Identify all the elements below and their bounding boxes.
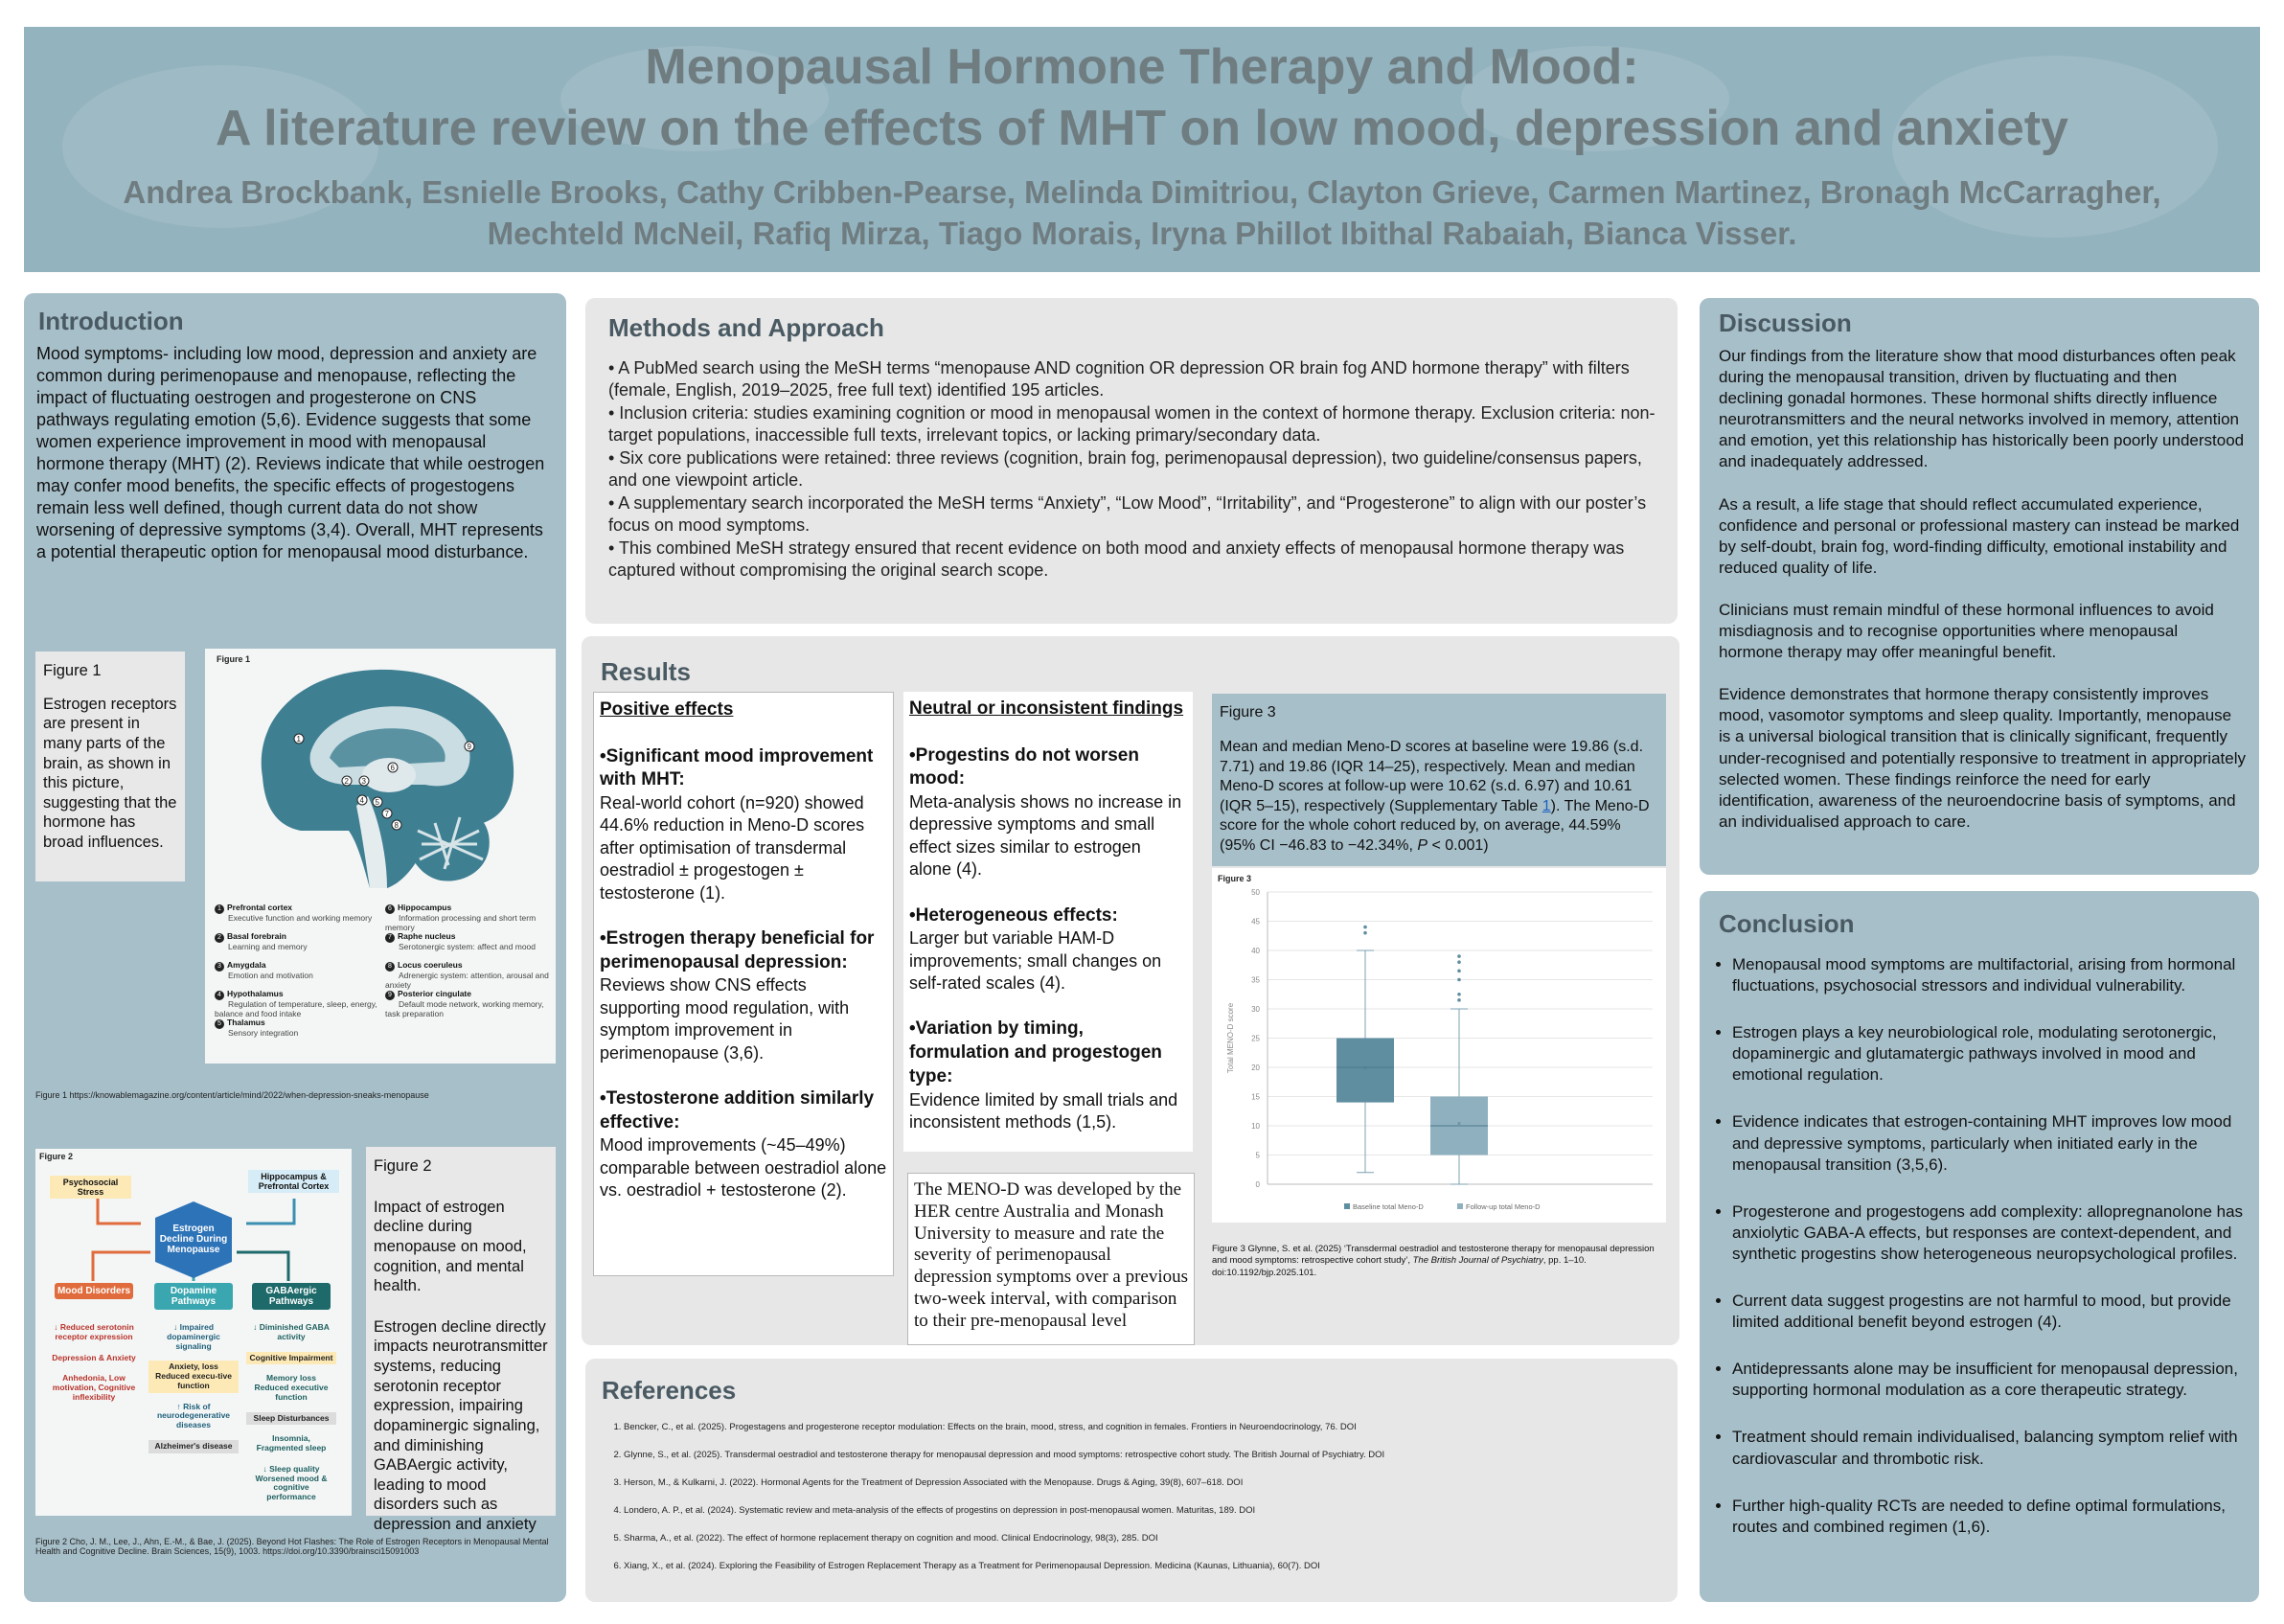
author-list: [81, 172, 2203, 255]
finding-text: Evidence limited by small trials and inconsistent methods (1,5).: [909, 1089, 1178, 1132]
results-panel: [582, 636, 1679, 1345]
figure2-flow-item: ↓ Impaired dopaminergic signaling: [167, 1322, 220, 1351]
psychosocial-stress-box: Psychosocial Stress: [50, 1176, 131, 1199]
reference-item: 4. Londero, A. P., et al. (2024). Systematic review and meta-analysis of the effects of progestins on depression in post-menopausal women. Maturitas, 189. DOI: [624, 1505, 1658, 1516]
legend-label: Follow-up total Meno-D: [1466, 1202, 1541, 1211]
outlier-point: [1457, 970, 1461, 973]
reference-item: 2. Glynne, S., et al. (2025). Transdermal oestradiol and testosterone therapy for menopausal depression and mood symptoms: retrospective cohort study. The British Journal of Psychiatry. DOI: [624, 1450, 1658, 1460]
gabaergic-pathways-box: GABAergic Pathways: [252, 1283, 331, 1310]
finding-text: Real-world cohort (n=920) showed 44.6% reduction in Meno-D scores after optimisation of transdermal oestradiol ± progestogen ± testosterone (1).: [600, 793, 865, 903]
outlier-point: [1457, 960, 1461, 964]
legend-label: Baseline total Meno-D: [1353, 1202, 1424, 1211]
legend-number: 5: [215, 1019, 224, 1029]
conclusion-item: • Menopausal mood symptoms are multifactorial, arising from hormonal fluctuations, psychosocial stressors and individual vulnerability.: [1732, 954, 2246, 996]
figure2-label: Figure 2: [374, 1157, 432, 1175]
legend-region-desc: Executive function and working memory: [228, 913, 373, 923]
conclusion-panel: [1700, 891, 2259, 1602]
svg-text:6: 6: [390, 764, 395, 772]
legend-number: 9: [385, 991, 395, 1000]
figure2-flow-item: Depression & Anxiety: [52, 1352, 136, 1362]
discussion-paragraph: Clinicians must remain mindful of these hormonal influences to avoid misdiagnosis and to recognise opportunities where menopausal hormone therapy may offer meaningful benefit.: [1719, 600, 2214, 662]
finding-text: Meta-analysis shows no increase in depressive symptoms and small effect sizes similar to estrogen alone (4).: [909, 792, 1182, 880]
brain-region-legend-item: [215, 932, 379, 952]
legend-number: 3: [215, 962, 224, 972]
brain-region-legend-item: [385, 903, 550, 933]
legend-region-name: Posterior cingulate: [398, 989, 471, 998]
outlier-point: [1363, 926, 1367, 929]
references-list: [585, 1422, 1658, 1589]
figure2-flow-item: ↓ Sleep quality Worsened mood & cognitive performance: [255, 1463, 328, 1502]
figure1-source: Figure 1 https://knowablemagazine.org/content/article/mind/2022/when-depression-sneaks-menopause: [35, 1090, 429, 1100]
methods-bullet: • Inclusion criteria: studies examining cognition or mood in menopausal women in the context of hormone therapy. Exclusion criteria: non-target populations, inaccessible full texts, irrelevant topics, or lacking primary/secondary data.: [608, 403, 1656, 446]
mood-disorders-column: [49, 1321, 139, 1412]
introduction-heading: Introduction: [38, 307, 184, 335]
finding-title: •Variation by timing, formulation and progestogen type:: [909, 1018, 1162, 1086]
figure3-chart-box: [1212, 868, 1666, 1223]
poster-title-line2: A literature review on the effects of MHT on low mood, depression and anxiety: [216, 101, 2068, 156]
figure2-source: Figure 2 Cho, J. M., Lee, J., Ahn, E.-M., & Bae, J. (2025). Beyond Hot Flashes: The Role of Estrogen Receptors in Menopausal Mental Health and Cognitive Decline. Brain Sciences, 15(9), 1003. https://doi.org/10.3390/brainsci15091003: [35, 1537, 549, 1556]
mean-marker: ×: [1363, 1065, 1368, 1072]
svg-text:2: 2: [344, 777, 349, 786]
brain-illustration: [243, 662, 521, 892]
legend-region-name: Hippocampus: [398, 903, 452, 912]
reference-item: 1. Bencker, C., et al. (2025). Progestagens and progesterone receptor modulation: Effects on the brain, mood, stress, and cognition in females. Frontiers in Neuroendocrinology, 76. DOI: [624, 1422, 1658, 1432]
finding-title: •Progestins do not worsen mood:: [909, 744, 1139, 789]
introduction-panel: [24, 293, 566, 1602]
figure2-flow-item: Cognitive Impairment: [246, 1352, 336, 1365]
svg-text:7: 7: [384, 810, 389, 818]
results-column-heading: Neutral or inconsistent findings: [909, 698, 1184, 719]
y-tick-label: 15: [1251, 1092, 1260, 1102]
methods-bullet: • Six core publications were retained: three reviews (cognition, brain fog, perimenopausal depression), two guideline/consensus papers, and one viewpoint article.: [608, 448, 1642, 491]
legend-region-desc: Learning and memory: [228, 942, 308, 951]
figure1-brain-image: [205, 649, 556, 1064]
box-plot: [1212, 868, 1666, 1223]
conclusion-item: • Further high-quality RCTs are needed to define optimal formulations, routes and combined regimen (1,6).: [1732, 1496, 2246, 1538]
outlier-point: [1457, 998, 1461, 1002]
legend-region-desc: Serotonergic system: affect and mood: [399, 942, 537, 951]
y-tick-label: 45: [1251, 917, 1260, 926]
methods-panel: [585, 298, 1678, 624]
finding-title: •Heterogeneous effects:: [909, 904, 1118, 926]
figure2-flow-item: Anhedonia, Low motivation, Cognitive inflexibility: [52, 1373, 136, 1402]
mean-marker: ×: [1457, 1120, 1462, 1128]
references-panel: [585, 1359, 1678, 1602]
figure2-flow-item: Insomnia, Fragmented sleep: [256, 1433, 327, 1453]
outlier-point: [1457, 954, 1461, 958]
y-tick-label: 35: [1251, 975, 1260, 985]
legend-region-name: Hypothalamus: [227, 989, 284, 998]
legend-region-name: Locus coeruleus: [398, 960, 463, 970]
authors-line2: Mechteld McNeil, Rafiq Mirza, Tiago Morais, Iryna Phillot Ibithal Rabaiah, Bianca Visser.: [487, 215, 1797, 251]
conclusion-item: • Treatment should remain individualised, balancing symptom relief with cardiovascular and thrombotic risk.: [1732, 1427, 2246, 1469]
results-column-heading: Positive effects: [600, 699, 734, 720]
finding-title: •Testosterone addition similarly effective:: [600, 1087, 875, 1132]
methods-bullet: • A supplementary search incorporated the MeSH terms “Anxiety”, “Low Mood”, “Irritability”, and “Progesterone” to align with our poster’s focus on mood symptoms.: [608, 493, 1647, 536]
figure2-flow-item: ↓ Reduced serotonin receptor expression: [54, 1322, 134, 1341]
reference-item: 6. Xiang, X., et al. (2024). Exploring the Feasibility of Estrogen Replacement Therapy as a Treatment for Perimenopausal Depression. Medicina (Kaunas, Lithuania), 60(7). DOI: [624, 1561, 1658, 1571]
introduction-text: Mood symptoms- including low mood, depression and anxiety are common during perimenopause and menopause, reflecting the impact of fluctuating oestrogen and progesterone on CNS pathways regulating emotion (5,6). Evidence suggests that some women experience improvement in mood with menopausal hormone therapy (MHT) (2). Reviews indicate that while oestrogen may confer mood benefits, the specific effects of progestogens remain less well defined, though current data do not show worsening of depressive symptoms (3,4). Overall, MHT represents a potential therapeutic option for menopausal mood disturbance.: [36, 344, 545, 562]
legend-number: 8: [385, 962, 395, 972]
brain-region-legend-item: [385, 932, 550, 952]
outlier-point: [1457, 978, 1461, 982]
legend-region-desc: Adrenergic system: attention, arousal and anxiety: [385, 971, 549, 990]
figure2-diagram: [35, 1149, 352, 1516]
methods-bullet: • A PubMed search using the MeSH terms “menopause AND cognition OR depression OR brain fog AND hormone therapy” with filters (female, English, 2019–2025, free full text) identified 195 articles.: [608, 358, 1630, 400]
finding-title: •Estrogen therapy beneficial for perimenopausal depression:: [600, 928, 875, 972]
brain-region-legend-item: [385, 990, 550, 1019]
y-tick-label: 0: [1255, 1180, 1260, 1189]
discussion-paragraph: Evidence demonstrates that hormone therapy consistently improves mood, vasomotor symptoms and sleep quality. Importantly, menopause is a universal biological transition that is clinically significant, frequently under-recognised and potentially responsive to treatment in appropriately selected women. These findings reinforce the need for early identification, awareness of the neuroendocrine basis of symptoms, and an individualised approach to care.: [1719, 685, 2246, 831]
discussion-heading: Discussion: [1719, 309, 1852, 337]
outlier-point: [1457, 993, 1461, 996]
figure2-flow-item: ↓ Diminished GABA activity: [253, 1322, 330, 1341]
figure3-source: Figure 3 Glynne, S. et al. (2025) ‘Transdermal oestradiol and testosterone therapy for menopausal depression and mood symptoms: retrospective cohort study’, The British Journal of Psychiatry, pp. 1–10. doi:10.1192/bjp.2025.101.: [1212, 1244, 1655, 1278]
conclusion-list: [1700, 954, 2246, 1564]
conclusion-item: • Estrogen plays a key neurobiological role, modulating serotonergic, dopaminergic and glutamatergic pathways involved in mood and emotional regulation.: [1732, 1022, 2246, 1086]
neutral-findings-column: [903, 692, 1193, 1152]
reference-item: 3. Herson, M., & Kulkarni, J. (2022). Hormonal Agents for the Treatment of Depression Associated with the Menopause. Drugs & Aging, 39(8), 607–618. DOI: [624, 1477, 1658, 1488]
y-tick-label: 50: [1251, 888, 1260, 897]
legend-region-name: Raphe nucleus: [398, 931, 456, 941]
brain-region-legend-item: [215, 961, 379, 981]
y-tick-label: 40: [1251, 947, 1260, 955]
supplementary-table-link[interactable]: 1: [1542, 797, 1551, 814]
outlier-point: [1363, 931, 1367, 935]
legend-region-name: Prefrontal cortex: [227, 903, 293, 912]
discussion-paragraph: Our findings from the literature show that mood disturbances often peak during the menopausal transition, driven by fluctuating and then declining gonadal hormones. These hormonal shifts directly influence neurotransmitters and the neural networks involved in memory, attention and emotion, yet this relationship has historically been poorly understood and inadequately addressed.: [1719, 347, 2245, 471]
legend-number: 4: [215, 991, 224, 1000]
legend-number: 6: [385, 904, 395, 914]
figure1-label: Figure 1: [43, 662, 102, 679]
poster-header: [24, 27, 2260, 272]
positive-effects-column: [593, 692, 894, 1276]
finding-text: Reviews show CNS effects supporting mood regulation, with symptom improvement in perimenopause (3,6).: [600, 975, 850, 1063]
hippocampus-box: Hippocampus & Prefrontal Cortex: [248, 1170, 339, 1193]
figure1-caption: Estrogen receptors are present in many parts of the brain, as shown in this picture, suggesting that the hormone has broad influences.: [43, 695, 177, 851]
authors-line1: Andrea Brockbank, Esnielle Brooks, Cathy Cribben-Pearse, Melinda Dimitriou, Clayton Grieve, Carmen Martinez, Bronagh McCarragher,: [123, 174, 2161, 210]
figure2-flow-item: Anxiety, loss Reduced execu-tive function: [148, 1361, 239, 1392]
legend-region-desc: Information processing and short term memory: [385, 913, 537, 932]
reference-item: 5. Sharma, A., et al. (2022). The effect of hormone replacement therapy on cognition and mood. Clinical Endocrinology, 98(3), 285. DOI: [624, 1533, 1658, 1544]
figure3-text-box: [1212, 694, 1666, 866]
conclusion-item: • Current data suggest progestins are not harmful to mood, but provide limited additional benefit beyond estrogen (4).: [1732, 1291, 2246, 1333]
y-tick-label: 25: [1251, 1034, 1260, 1043]
figure2-image-title: Figure 2: [39, 1152, 74, 1161]
finding-text: Larger but variable HAM-D improvements; small changes on self-rated scales (4).: [909, 928, 1162, 994]
figure2-caption-p1: Impact of estrogen decline during menopause on mood, cognition, and mental health.: [374, 1198, 527, 1295]
legend-number: 2: [215, 933, 224, 943]
results-heading: Results: [601, 657, 691, 686]
references-heading: References: [602, 1376, 737, 1405]
legend-region-name: Amygdala: [227, 960, 266, 970]
estrogen-decline-hexagon: Estrogen Decline During Menopause: [159, 1224, 228, 1255]
methods-bullet: • This combined MeSH strategy ensured that recent evidence on both mood and anxiety effects of menopausal hormone therapy was captured without compromising the original search scope.: [608, 538, 1625, 581]
conclusion-item: • Antidepressants alone may be insufficient for menopausal depression, supporting hormonal modulation as a core therapeutic strategy.: [1732, 1359, 2246, 1401]
figure2-flow-item: Alzheimer's disease: [148, 1440, 239, 1453]
legend-region-name: Basal forebrain: [227, 931, 286, 941]
y-tick-label: 10: [1251, 1122, 1260, 1131]
brain-region-legend-item: [215, 903, 379, 924]
dopamine-pathways-box: Dopamine Pathways: [154, 1283, 233, 1310]
svg-text:3: 3: [361, 777, 366, 786]
svg-text:9: 9: [467, 743, 471, 751]
y-axis-label: Total MENO-D score: [1226, 1002, 1235, 1074]
svg-text:5: 5: [375, 798, 379, 807]
methods-heading: Methods and Approach: [608, 313, 884, 342]
legend-swatch: [1457, 1203, 1463, 1209]
legend-region-desc: Sensory integration: [228, 1028, 299, 1038]
brain-region-legend-item: [385, 961, 550, 991]
dopamine-column: [148, 1321, 239, 1461]
discussion-panel: [1700, 298, 2259, 875]
legend-region-name: Thalamus: [227, 1018, 265, 1027]
y-tick-label: 30: [1251, 1005, 1260, 1014]
conclusion-item: • Evidence indicates that estrogen-containing MHT improves low mood and depressive symptoms, particularly when initiated early in the menopausal transition (3,5,6).: [1732, 1111, 2246, 1175]
svg-text:8: 8: [394, 821, 399, 830]
finding-title: •Significant mood improvement with MHT:: [600, 745, 874, 790]
brain-region-legend-item: [215, 990, 379, 1019]
y-tick-label: 5: [1255, 1151, 1260, 1160]
methods-bullets: [608, 357, 1667, 583]
conclusion-item: • Progesterone and progestogens add complexity: allopregnanolone has anxiolytic GABA-A effects, but responses are context-dependent, and synthetic progestins show heterogeneous neuropsychological profiles.: [1732, 1201, 2246, 1265]
figure1-caption-box: [35, 652, 185, 881]
legend-region-desc: Emotion and motivation: [228, 971, 313, 980]
figure2-caption-box: [366, 1147, 556, 1533]
chart-title: Figure 3: [1218, 874, 1252, 883]
mood-disorders-box: Mood Disorders: [55, 1283, 133, 1299]
y-tick-label: 20: [1251, 1064, 1260, 1072]
discussion-paragraph: As a result, a life stage that should reflect accumulated experience, confidence and personal or professional mastery can instead be marked by self-doubt, brain fog, word-finding difficulty, emotional instability and reduced quality of life.: [1719, 494, 2240, 577]
svg-text:4: 4: [359, 796, 364, 805]
svg-text:1: 1: [296, 735, 301, 743]
figure1-image-title: Figure 1: [217, 654, 251, 664]
figure2-flow-item: Memory loss Reduced executive function: [254, 1373, 329, 1402]
conclusion-heading: Conclusion: [1719, 909, 1855, 938]
meno-d-note: The MENO-D was developed by the HER centre Australia and Monash University to measure and rate the severity of perimenopausal depression symptoms over a previous two-week interval, with comparison to their pre-menopausal level: [907, 1173, 1195, 1345]
figure2-caption-p2: Estrogen decline directly impacts neurotransmitter systems, reducing serotonin receptor expression, impairing dopaminergic signaling, and diminishing GABAergic activity, leading to mood disorders such as depression and anxiety: [374, 1317, 548, 1533]
legend-region-desc: Default mode network, working memory, task preparation: [385, 999, 544, 1018]
legend-number: 7: [385, 933, 395, 943]
figure3-summary: Mean and median Meno-D scores at baseline were 19.86 (s.d. 7.71) and 19.86 (IQR 14–25), respectively. Mean and median Meno-D scores at follow-up were 10.62 (s.d. 6.97) and 10.61 (IQR 5–15), respectively (Supplementary Table 1). The Meno-D score for the whole cohort reduced by, on average, 44.59% (95% CI −46.83 to −42.34%, P < 0.001): [1220, 739, 1650, 854]
finding-text: Mood improvements (~45–49%) comparable between oestradiol alone vs. oestradiol + testosterone (2).: [600, 1135, 887, 1201]
figure2-flow-item: ↑ Risk of neurodegenerative diseases: [156, 1401, 231, 1430]
poster-title-line1: Menopausal Hormone Therapy and Mood:: [645, 39, 1639, 95]
legend-region-desc: Regulation of temperature, sleep, energy, balance and food intake: [215, 999, 377, 1018]
gabaergic-column: [246, 1321, 336, 1512]
legend-swatch: [1344, 1203, 1350, 1209]
discussion-text: [1719, 346, 2246, 854]
figure2-flow-item: Sleep Disturbances: [246, 1412, 336, 1426]
brain-region-legend-item: [215, 1018, 379, 1039]
legend-number: 1: [215, 904, 224, 914]
figure3-label: Figure 3: [1220, 704, 1276, 721]
